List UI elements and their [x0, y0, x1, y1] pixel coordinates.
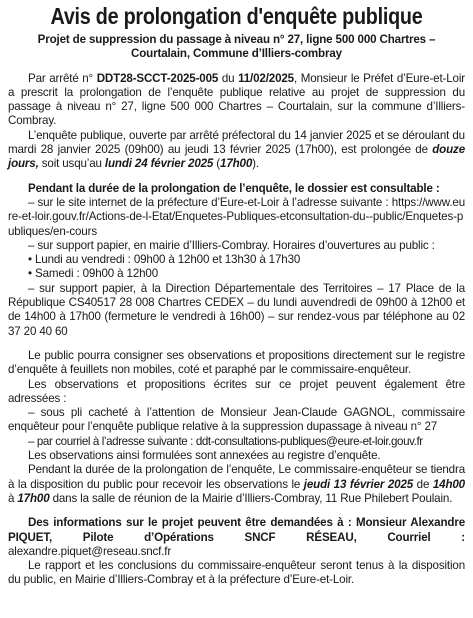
prolongation-duration: douze jours,: [8, 143, 465, 171]
info-contact: [8, 516, 465, 559]
arrete-number: DDT28-SCCT-2025-005: [96, 71, 219, 85]
consult-internet: – sur le site internet de la préfecture d’Eure-et-Loir à l’adresse suivante : https://www.eure-et-loir.gouv.fr/Actions-de-l-Etat/Enquetes-Publiques-etconsultation-du--public/Enquetes-publiques/en-cours: [8, 195, 465, 238]
obs-adressees: Les observations et propositions écrites sur ce projet peuvent également être adressées :: [8, 377, 465, 405]
permanence-end: 17h00: [17, 491, 50, 505]
permanence-text: Pendant la durée de la prolongation de l’enquête, Le commissaire-enquêteur se tiendra à la disposition du public pour recevoir les observations le: [8, 463, 465, 491]
paren-open: (: [213, 157, 221, 171]
consult-mairie: – sur support papier, en mairie d’Illiers-Combray. Horaires d’ouvertures au public :: [28, 238, 435, 252]
paragraph-permanence: [8, 463, 465, 506]
paragraph-arrete: [8, 72, 465, 129]
arrete-text: , Monsieur le Préfet d’Eure-et-Loir a prescrit la prolongation de l’enquête publique relative au projet de suppression du passage à niveau n° 27, ligne 500 000 Chartres – Courtalain, sur la commune d’Illiers-Combray.: [8, 71, 465, 128]
page-title: Avis de prolongation d'enquête publique: [50, 3, 423, 29]
paren-close: ).: [252, 157, 259, 171]
notice-page: [0, 3, 473, 618]
arrete-date: 11/02/2025: [238, 71, 294, 85]
permanence-a: à: [8, 491, 18, 505]
consult-ddt: – sur support papier, à la Direction Départementale des Territoires – 17 Place de la République CS40517 28 008 Chartres CEDEX – du lundi auvendredi de 09h00 à 12h00 et de 14h00 à 17h00 (fermeture le vendredi à 16h00) – sur rendez-vous par téléphone au 02 37 20 40 60: [8, 281, 465, 338]
paragraph-prolongation: [8, 129, 465, 172]
prolongation-end-date: lundi 24 février 2025: [104, 157, 214, 171]
obs-courriel: – par courriel à l’adresse suivante : ddt-consultations-publiques@eure-et-loir.gouv.fr: [28, 434, 423, 448]
info-contact-email: alexandre.piquet@reseau.sncf.fr: [8, 544, 172, 558]
hours-weekday: • Lundi au vendredi : 09h00 à 12h00 et 13h30 à 17h30: [28, 253, 301, 267]
permanence-day: jeudi 13 février 2025: [303, 477, 414, 491]
obs-annex: Les observations ainsi formulées sont annexées au registre d’enquête.: [28, 449, 381, 463]
project-subtitle: Projet de suppression du passage à niveau n° 27, ligne 500 000 Chartres – Courtalain, Commune d’Illiers-combray: [37, 33, 436, 61]
consult-heading: Pendant la durée de la prolongation de l’enquête, le dossier est consultable :: [28, 181, 440, 195]
prolongation-until: soit usqu’au: [38, 157, 105, 171]
prolongation-end-time: 17h00: [220, 157, 253, 171]
hours-saturday: • Samedi : 09h00 à 12h00: [28, 267, 159, 281]
final-paragraph: Le rapport et les conclusions du commissaire-enquêteur seront tenus à la disposition du public, en Mairie d’Illiers-Combray et à la préfecture d’Eure-et-Loir.: [8, 559, 465, 587]
prolongation-text: L’enquête publique, ouverte par arrêté préfectoral du 14 janvier 2025 et se déroulant du mardi 28 janvier 2025 (09h00) au jeudi 13 février 2025 (17h00), est prolongée de: [8, 128, 465, 157]
obs-registre: Le public pourra consigner ses observations et propositions directement sur le registre d’enquête à feuillets non mobiles, coté et paraphé par le commissaire-enquêteur.: [8, 348, 465, 377]
info-contact-label: Des informations sur le projet peuvent être demandées à : Monsieur Alexandre PIQUET, Pilote d’Opérations SNCF RÉSEAU, Courriel :: [8, 516, 465, 544]
arrete-du: du: [218, 71, 239, 85]
arrete-prefix: Par arrêté n°: [28, 71, 97, 85]
obs-pli: – sous pli cacheté à l’attention de Monsieur Jean-Claude GAGNOL, commissaire enquêteur pour l’enquête publique relative à la suppression dupassage à niveau n° 27: [8, 406, 465, 434]
permanence-de: de: [413, 477, 433, 491]
permanence-location: dans la salle de réunion de la Mairie d’Illiers-Combray, 11 Rue Philebert Poulain.: [49, 491, 453, 505]
permanence-start: 14h00: [432, 477, 465, 491]
